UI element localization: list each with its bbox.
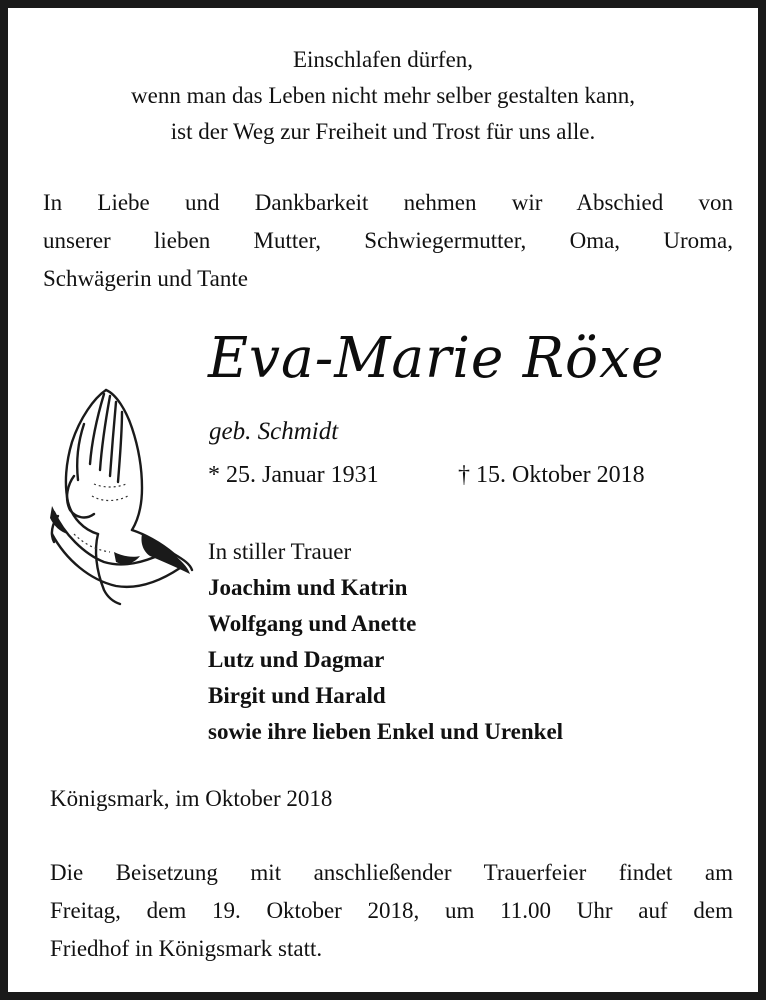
- mourners-intro: In stiller Trauer: [208, 539, 352, 564]
- funeral-line-1: Die Beisetzung mit anschließender Trauerfeier findet am: [50, 860, 733, 885]
- funeral-line-2: Freitag, dem 19. Oktober 2018, um 11.00 Uhr auf dem: [50, 898, 733, 923]
- mourner-5: sowie ihre lieben Enkel und Urenkel: [208, 719, 564, 744]
- funeral-line-3: Friedhof in Königsmark statt.: [50, 936, 323, 961]
- mourners: [208, 534, 563, 750]
- intro-line-2: unserer lieben Mutter, Schwiegermutter, Oma, Uroma,: [43, 228, 733, 253]
- poem-line-1: Einschlafen dürfen,: [292, 47, 474, 72]
- place-date: Königsmark, im Oktober 2018: [50, 786, 333, 811]
- funeral-info: [50, 854, 733, 968]
- deceased-name: Eva-Marie Röxe: [208, 326, 665, 391]
- mourner-2: Wolfgang und Anette: [208, 611, 417, 636]
- intro-line-1: In Liebe und Dankbarkeit nehmen wir Abschied von: [43, 190, 733, 215]
- intro-line-3: Schwägerin und Tante: [43, 266, 248, 291]
- mourner-1: Joachim und Katrin: [208, 575, 408, 600]
- poem: [38, 42, 728, 150]
- mourner-3: Lutz und Dagmar: [208, 647, 385, 672]
- intro-text: [43, 184, 733, 298]
- praying-hands-icon: [44, 384, 194, 606]
- poem-line-2: wenn man das Leben nicht mehr selber gestalten kann,: [131, 83, 635, 108]
- life-dates: [208, 462, 645, 489]
- birth-date: * 25. Januar 1931: [208, 462, 379, 488]
- mourner-4: Birgit und Harald: [208, 683, 386, 708]
- birth-name: geb. Schmidt: [209, 418, 339, 445]
- death-date: † 15. Oktober 2018: [458, 462, 645, 488]
- poem-line-3: ist der Weg zur Freiheit und Trost für uns alle.: [170, 119, 596, 144]
